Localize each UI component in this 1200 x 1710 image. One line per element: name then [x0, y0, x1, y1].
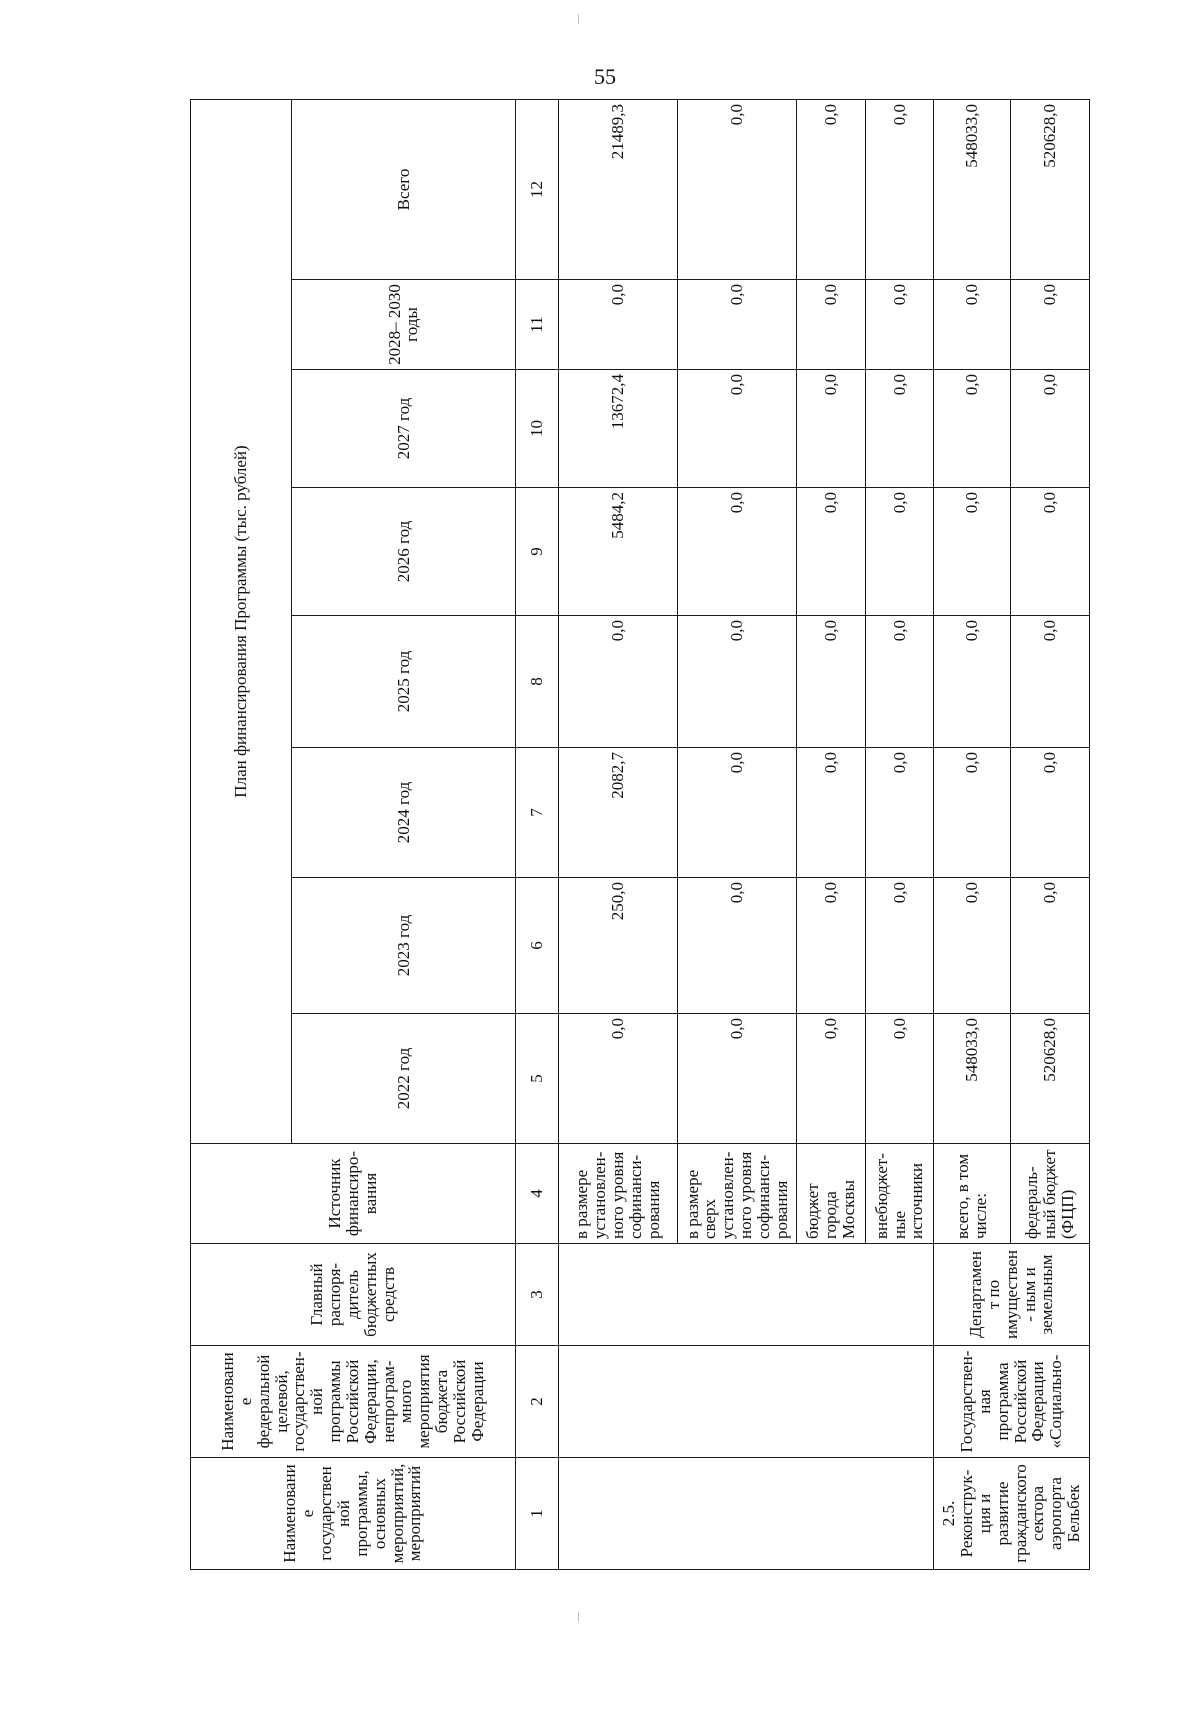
- value-total: 0,0: [797, 100, 866, 280]
- continuation-cell: [558, 1244, 933, 1346]
- value-2024: 2082,7: [558, 748, 677, 878]
- funding-source: всего, в том числе:: [934, 1144, 1011, 1244]
- value-2022: 0,0: [558, 1014, 677, 1144]
- column-number: 10: [515, 370, 558, 488]
- value-2028-2030: 0,0: [678, 280, 797, 370]
- section-federal-program: Государствен- ная программа Российской Федерации «Социально-: [934, 1346, 1090, 1458]
- value-2027: 0,0: [797, 370, 866, 488]
- value-2024: 0,0: [1011, 748, 1090, 878]
- value-2028-2030: 0,0: [797, 280, 866, 370]
- column-number: 1: [515, 1458, 558, 1570]
- value-2026: 5484,2: [558, 488, 677, 616]
- header-year-2028-2030: 2028– 2030 годы: [292, 280, 515, 370]
- table-row: [558, 100, 677, 1570]
- value-2027: 13672,4: [558, 370, 677, 488]
- value-2027: 0,0: [678, 370, 797, 488]
- header-federal-program: Наименование федеральной целевой, государствен- ной программы Российской Федерации, непрограм- много мероприятия бюджета Российской Федерации: [191, 1346, 516, 1458]
- funding-source: внебюджет- ные источники: [865, 1144, 934, 1244]
- value-2025: 0,0: [678, 616, 797, 748]
- financing-plan-table: [190, 99, 1090, 1570]
- column-number: 3: [515, 1244, 558, 1346]
- value-2024: 0,0: [797, 748, 866, 878]
- value-2028-2030: 0,0: [934, 280, 1011, 370]
- column-number: 5: [515, 1014, 558, 1144]
- value-total: 520628,0: [1011, 100, 1090, 280]
- header-year-2027: 2027 год: [292, 370, 515, 488]
- header-total: Всего: [292, 100, 515, 280]
- section-name: 2.5. Реконструк- ция и развитие гражданского сектора аэропорта Бельбек: [934, 1458, 1090, 1570]
- value-2027: 0,0: [1011, 370, 1090, 488]
- header-plan-title: План финансирования Программы (тыс. рублей): [191, 100, 292, 1144]
- funding-source: в размере сверх установлен- ного уровня софинанси- рования: [678, 1144, 797, 1244]
- value-2023: 0,0: [934, 878, 1011, 1014]
- funding-source: бюджет города Москвы: [797, 1144, 866, 1244]
- header-year-2024: 2024 год: [292, 748, 515, 878]
- funding-source: федераль- ный бюджет (ФЦП): [1011, 1144, 1090, 1244]
- section-administrator: Департамент по имуществен- ным и земельным: [934, 1244, 1090, 1346]
- value-2025: 0,0: [558, 616, 677, 748]
- header-year-2026: 2026 год: [292, 488, 515, 616]
- value-2022: 0,0: [678, 1014, 797, 1144]
- column-number: 11: [515, 280, 558, 370]
- header-budget-administrator: Главный распоря- дитель бюджетных средств: [191, 1244, 516, 1346]
- column-number: 12: [515, 100, 558, 280]
- value-2023: 0,0: [797, 878, 866, 1014]
- header-year-2022: 2022 год: [292, 1014, 515, 1144]
- value-2027: 0,0: [934, 370, 1011, 488]
- financing-table-rotated: [190, 100, 1090, 1570]
- value-total: 0,0: [865, 100, 934, 280]
- value-2028-2030: 0,0: [865, 280, 934, 370]
- value-total: 0,0: [678, 100, 797, 280]
- value-2025: 0,0: [797, 616, 866, 748]
- scan-artifact: [578, 1612, 579, 1622]
- value-2026: 0,0: [797, 488, 866, 616]
- column-number: 8: [515, 616, 558, 748]
- column-number-row: [515, 100, 558, 1570]
- value-total: 548033,0: [934, 100, 1011, 280]
- value-2026: 0,0: [865, 488, 934, 616]
- header-funding-source: Источник финансиро- вания: [191, 1144, 516, 1244]
- column-number: 7: [515, 748, 558, 878]
- value-total: 21489,3: [558, 100, 677, 280]
- page-number: 55: [594, 64, 616, 89]
- header-row-plan: [191, 100, 292, 1570]
- header-program-name: Наименование государственной программы, основных мероприятий, мерoприятий: [191, 1458, 516, 1570]
- value-2026: 0,0: [1011, 488, 1090, 616]
- value-2022: 520628,0: [1011, 1014, 1090, 1144]
- value-2025: 0,0: [1011, 616, 1090, 748]
- continuation-cell: [558, 1346, 933, 1458]
- column-number: 2: [515, 1346, 558, 1458]
- value-2024: 0,0: [678, 748, 797, 878]
- value-2023: 0,0: [678, 878, 797, 1014]
- column-number: 4: [515, 1144, 558, 1244]
- value-2026: 0,0: [934, 488, 1011, 616]
- header-year-2025: 2025 год: [292, 616, 515, 748]
- column-number: 6: [515, 878, 558, 1014]
- scan-artifact: [578, 14, 579, 24]
- value-2023: 250,0: [558, 878, 677, 1014]
- value-2023: 0,0: [1011, 878, 1090, 1014]
- value-2023: 0,0: [865, 878, 934, 1014]
- continuation-cell: [558, 1458, 933, 1570]
- header-year-2023: 2023 год: [292, 878, 515, 1014]
- value-2022: 0,0: [797, 1014, 866, 1144]
- value-2025: 0,0: [865, 616, 934, 748]
- column-number: 9: [515, 488, 558, 616]
- value-2028-2030: 0,0: [558, 280, 677, 370]
- value-2025: 0,0: [934, 616, 1011, 748]
- value-2027: 0,0: [865, 370, 934, 488]
- value-2024: 0,0: [934, 748, 1011, 878]
- value-2024: 0,0: [865, 748, 934, 878]
- table-row: [934, 100, 1011, 1570]
- funding-source: в размере установлен- ного уровня софинанси- рования: [558, 1144, 677, 1244]
- value-2026: 0,0: [678, 488, 797, 616]
- value-2028-2030: 0,0: [1011, 280, 1090, 370]
- value-2022: 0,0: [865, 1014, 934, 1144]
- value-2022: 548033,0: [934, 1014, 1011, 1144]
